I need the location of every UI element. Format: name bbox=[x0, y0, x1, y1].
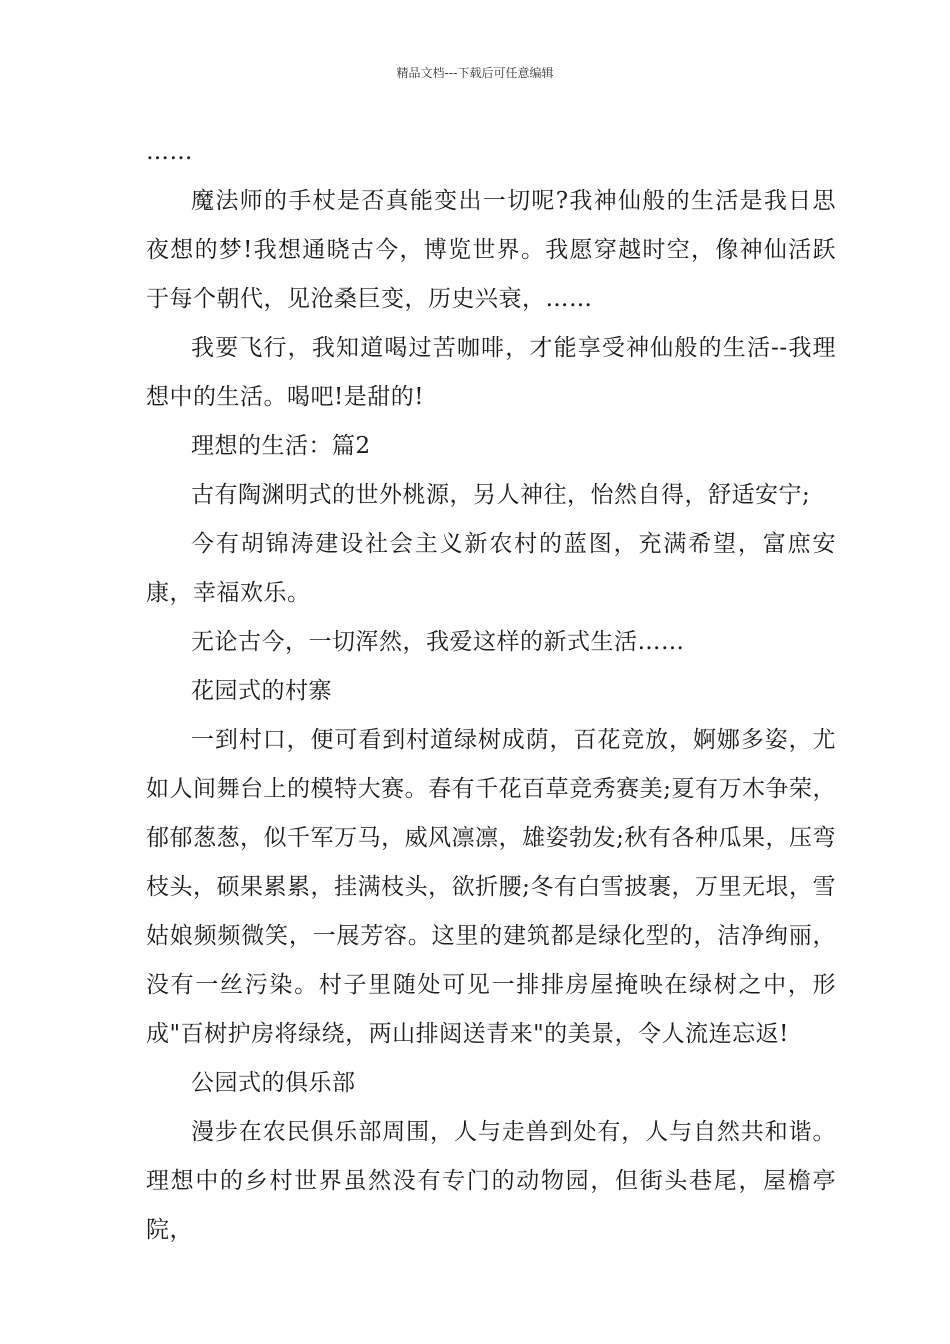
page-header: 精品文档---下载后可任意编辑 bbox=[396, 66, 554, 80]
paragraph-new-life: 无论古今，一切浑然，我爱这样的新式生活…… bbox=[191, 629, 685, 655]
section-heading-garden-village: 花园式的村寨 bbox=[191, 678, 332, 704]
paragraph-club-walk: 漫步在农民俱乐部周围，人与走兽到处有，人与自然共和谐。理想中的乡村世界虽然没有专门的动物园，但街头巷尾，屋檐亭院， bbox=[146, 1119, 836, 1243]
paragraph-modern: 今有胡锦涛建设社会主义新农村的蓝图，充满希望，富庶安康，幸福欢乐。 bbox=[146, 531, 836, 606]
paragraph-ellipsis: …… bbox=[146, 139, 193, 165]
section-heading-part2: 理想的生活：篇2 bbox=[191, 433, 371, 459]
document-body bbox=[146, 128, 836, 1255]
paragraph-magic-wand: 魔法师的手杖是否真能变出一切呢?我神仙般的生活是我日思夜想的梦!我想通晓古今，博览世界。我愿穿越时空，像神仙活跃于每个朝代，见沧桑巨变，历史兴衰，…… bbox=[146, 188, 836, 312]
paragraph-village-entrance: 一到村口，便可看到村道绿树成荫，百花竞放，婀娜多姿，尤如人间舞台上的模特大赛。春有千花百草竞秀赛美;夏有万木争荣，郁郁葱葱，似千军万马，威风凛凛，雄姿勃发;秋有各种瓜果，压弯枝头，硕果累累，挂满枝头，欲折腰;冬有白雪披裹，万里无垠，雪姑娘频频微笑，一展芳容。这里的建筑都是绿化型的，洁净绚丽，没有一丝污染。村子里随处可见一排排房屋掩映在绿树之中，形成"百树护房将绿绕，两山排闼送青来"的美景，令人流连忘返! bbox=[146, 727, 836, 1047]
paragraph-ancient: 古有陶渊明式的世外桃源，另人神往，怡然自得，舒适安宁; bbox=[191, 482, 811, 508]
section-heading-park-club: 公园式的俱乐部 bbox=[191, 1070, 356, 1096]
paragraph-fly: 我要飞行，我知道喝过苦咖啡，才能享受神仙般的生活--我理想中的生活。喝吧!是甜的! bbox=[146, 335, 836, 410]
